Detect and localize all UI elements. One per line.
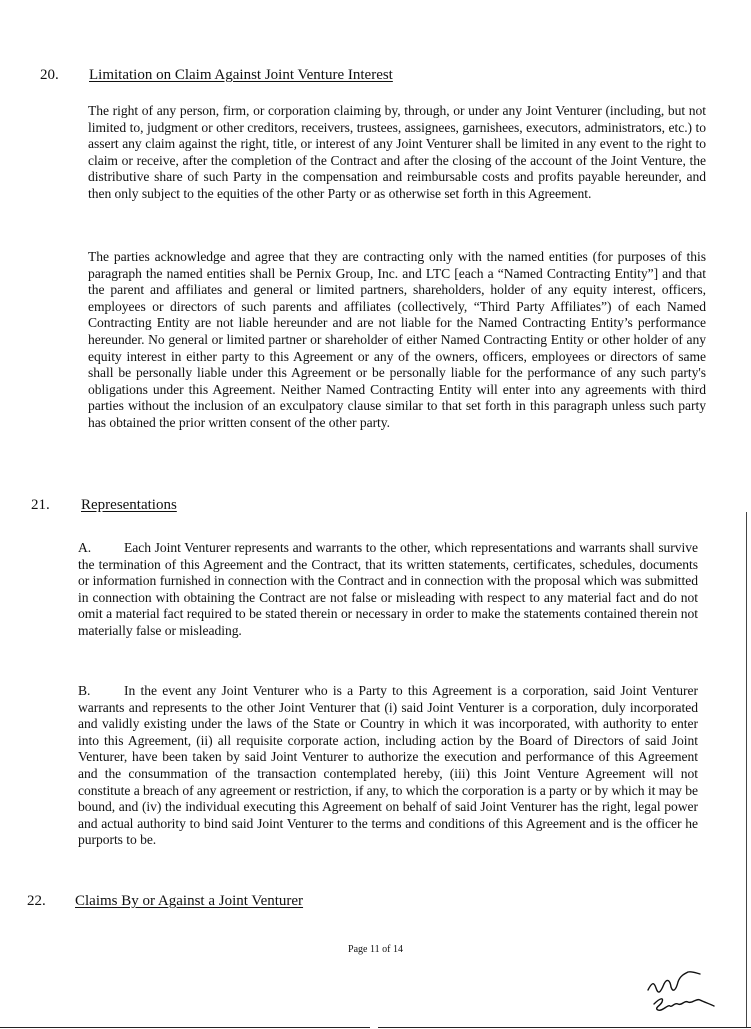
section-20-paragraph-1: The right of any person, firm, or corporation claiming by, through, or under any Joint Venturer (including, but not limited to, judgment or other creditors, receivers, trustees, assignees, garnishees, executors, administrators, etc.) to assert any claim against the right, title, or interest of any Joint Venturer shall be limited in any event to the right to claim or receive, after the completion of the Contract and after the closing of the account of the Joint Venture, the distributive share of such Party in the compensation and reimbursable costs and profits payable hereunder, and then only subject to the equities of the other Party or as otherwise set forth in this Agreement.	[88, 103, 706, 201]
section-20-title: Limitation on Claim Against Joint Venture Interest	[89, 67, 393, 83]
section-20-paragraph-2: The parties acknowledge and agree that they are contracting only with the named entities (for purposes of this paragraph the named entities shall be Pernix Group, Inc. and LTC [each a “Named Contracting Entity”] and that the parent and affiliates and general or limited partners, shareholders, holder of any equity interest, officers, employees or directors of such parents and affiliates (collectively, “Third Party Affiliates”) of each Named Contracting Entity are not liable hereunder and are not liable for the Named Contracting Entity’s performance hereunder. No general or limited partner or shareholder of either Named Contracting Entity or other holder of any equity interest in either party to this Agreement or any of the owners, officers, employees or directors of same shall be personally liable under this Agreement or be personally liable for the performance of any such party's obligations under this Agreement. Neither Named Contracting Entity will enter into any agreements with third parties without the inclusion of an exculpatory clause similar to that set forth in this paragraph unless such party has obtained the prior written consent of the other party.	[88, 249, 706, 430]
paragraph-a-text: Each Joint Venturer represents and warrants to the other, which representations and warrants shall survive the termination of this Agreement and the Contract, that its written statements, certificates, schedules, documents or information furnished in connection with the Contract and in connection with the proposal which was submitted in connection with obtaining the Contract are not false or misleading with respect to any material fact and do not omit a material fact required to be stated therein or necessary in order to make the statements contained therein not materially false or misleading.	[78, 540, 698, 638]
page-number: Page 11 of 14	[348, 944, 403, 955]
paragraph-b-label: B.	[78, 683, 91, 698]
section-21-title: Representations	[81, 497, 177, 513]
paragraph-b-text: In the event any Joint Venturer who is a Party to this Agreement is a corporation, said Joint Venturer warrants and represents to the other Joint Venturer that (i) said Joint Venturer is a corporation, duly incorporated and validly existing under the laws of the State or Country in which it was incorporated, with authority to enter into this Agreement, (ii) all requisite corporate action, including action by the Board of Directors of said Joint Venturer, have been taken by said Joint Venturer to authorize the execution and performance of this Agreement and the consummation of the transaction contemplated hereby, (iii) this Joint Venture Agreement will not constitute a breach of any agreement or restriction, if any, to which the corporation is a party or by which it may be bound, and (iv) the individual executing this Agreement on behalf of said Joint Venturer has the right, legal power and actual authority to bind said Joint Venturer to the terms and conditions of this Agreement and is the officer he purports to be.	[78, 683, 698, 848]
section-21-number: 21.	[31, 497, 50, 513]
section-22-title: Claims By or Against a Joint Venturer	[75, 893, 304, 909]
scan-edge-line-vertical	[746, 512, 747, 1027]
section-21-paragraph-a	[78, 540, 698, 640]
scan-edge-line-left	[0, 1027, 370, 1028]
section-20-number: 20.	[40, 67, 59, 83]
section-22-number: 22.	[27, 893, 46, 909]
scan-edge-line-right	[378, 1027, 751, 1028]
paragraph-a-label: A.	[78, 540, 92, 555]
section-21-paragraph-b	[78, 683, 698, 849]
handwritten-initials-icon	[640, 960, 730, 1020]
